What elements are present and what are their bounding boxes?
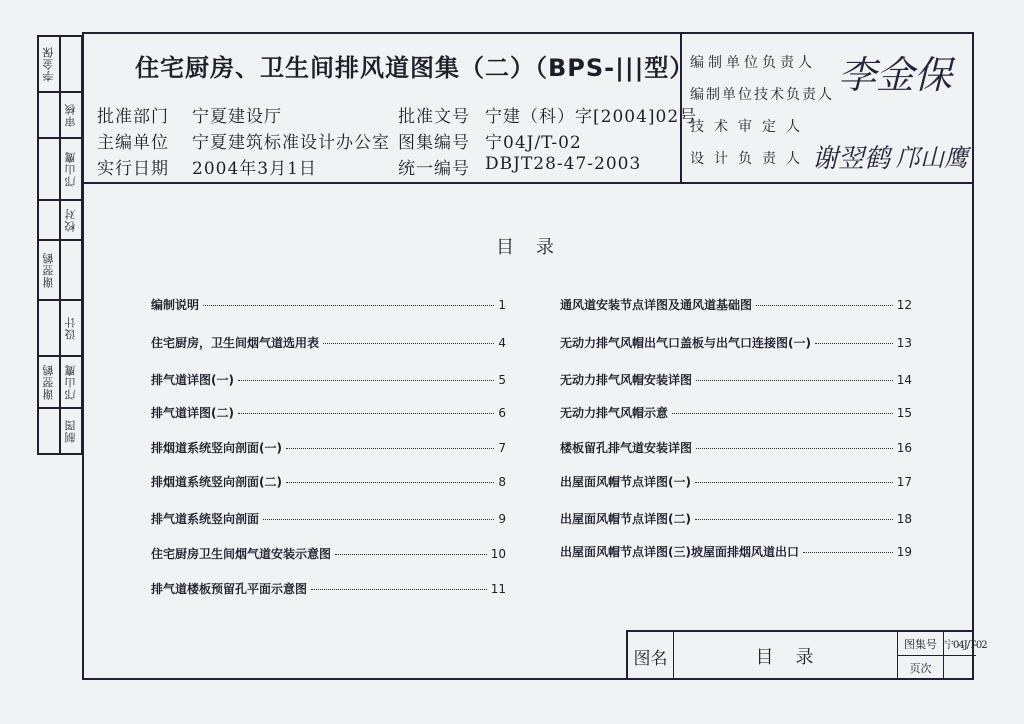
sidebar-cell-10 — [60, 240, 82, 300]
toc-item: 排烟道系统竖向剖面(一) 7 — [151, 441, 506, 455]
title-block-atlas-value: 宁04J/T-02 — [944, 632, 976, 656]
atlas-no-value: 宁04J/T-02 — [485, 133, 582, 153]
unified-no-label: 统一编号 — [398, 159, 470, 179]
sidebar-cell-6: 邝山鹰 — [60, 138, 82, 200]
toc-item: 编制说明 1 — [151, 298, 506, 312]
sidebar-cell-15 — [38, 408, 60, 454]
sidebar-cell-8: 校对 — [60, 200, 82, 240]
sidebar-cell-9: 谢翌鹤 — [38, 240, 60, 300]
effective-date-value: 2004年3月1日 — [192, 159, 317, 179]
toc-item: 排气道详图(二) 6 — [151, 406, 506, 420]
signature-unit-head: 李金保 — [838, 53, 953, 97]
toc-item: 出屋面风帽节点详图(一) 17 — [560, 475, 912, 489]
approval-no-label: 批准文号 — [398, 107, 470, 127]
sidebar-cell-12: 设计 — [60, 300, 82, 356]
title-block-name-label: 图名 — [628, 632, 674, 680]
signature-design-head-1: 谢翌鹤 — [812, 144, 891, 174]
sidebar-cell-13: 谢翌鹤 — [38, 356, 60, 408]
sidebar-cell-11 — [38, 300, 60, 356]
toc-item: 住宅厨房，卫生间烟气道选用表 4 — [151, 336, 506, 350]
toc-item: 排气道详图(一) 5 — [151, 373, 506, 387]
toc-item: 排气道系统竖向剖面 9 — [151, 512, 506, 526]
sidebar-cell-5 — [38, 138, 60, 200]
toc-item: 通风道安装节点详图及通风道基础图 12 — [560, 298, 912, 312]
editor-unit-label: 主编单位 — [97, 133, 169, 153]
sidebar-cell-2 — [60, 36, 82, 92]
editor-unit-value: 宁夏建筑标准设计办公室 — [192, 133, 390, 153]
toc-item: 出屋面风帽节点详图(三)坡屋面排烟风道出口 19 — [560, 545, 912, 559]
role-design-head: 设计负责人 — [690, 151, 810, 167]
title-block-name-value: 目 录 — [674, 632, 898, 680]
sidebar-cell-16: 制图 — [60, 408, 82, 454]
sidebar-cell-3 — [38, 92, 60, 138]
role-unit-head: 编制单位负责人 — [690, 55, 816, 71]
sidebar-cell-4: 审核 — [60, 92, 82, 138]
signature-design-head-2: 邝山鹰 — [896, 144, 968, 172]
approval-no-value: 宁建（科）字[2004]02号 — [485, 107, 698, 127]
atlas-title: 住宅厨房、卫生间排风道图集（二）（BPS-|||型） — [135, 54, 695, 82]
toc-item: 无动力排气风帽出气口盖板与出气口连接图(一) 13 — [560, 336, 912, 350]
effective-date-label: 实行日期 — [97, 159, 169, 179]
unified-no-value: DBJT28-47-2003 — [485, 154, 642, 174]
toc-item: 无动力排气风帽示意 15 — [560, 406, 912, 420]
approval-dept-value: 宁夏建设厅 — [192, 107, 282, 127]
role-reviewer: 技术审定人 — [690, 119, 810, 135]
role-tech-head: 编制单位技术负责人 — [690, 87, 834, 103]
toc-item: 排烟道系统竖向剖面(二) 8 — [151, 475, 506, 489]
toc-item: 无动力排气风帽安装详图 14 — [560, 373, 912, 387]
sidebar-cell-7 — [38, 200, 60, 240]
approval-dept-label: 批准部门 — [97, 107, 169, 127]
title-block-page-label: 页次 — [898, 656, 944, 680]
atlas-no-label: 图集编号 — [398, 133, 470, 153]
sidebar-cell-1: 李金保 — [38, 36, 60, 92]
toc-item: 楼板留孔排气道安装详图 16 — [560, 441, 912, 455]
sidebar-cell-14: 邝山鹰 — [60, 356, 82, 408]
toc-item: 住宅厨房卫生间烟气道安装示意图 10 — [151, 547, 506, 561]
title-block — [626, 630, 987, 680]
toc-item: 出屋面风帽节点详图(二) 18 — [560, 512, 912, 526]
signature-sidebar — [37, 35, 83, 455]
toc-title: 目 录 — [496, 237, 556, 258]
title-block-page-value — [944, 656, 976, 680]
title-block-atlas-label: 图集号 — [898, 632, 944, 656]
toc-item: 排气道楼板预留孔平面示意图 11 — [151, 582, 506, 596]
